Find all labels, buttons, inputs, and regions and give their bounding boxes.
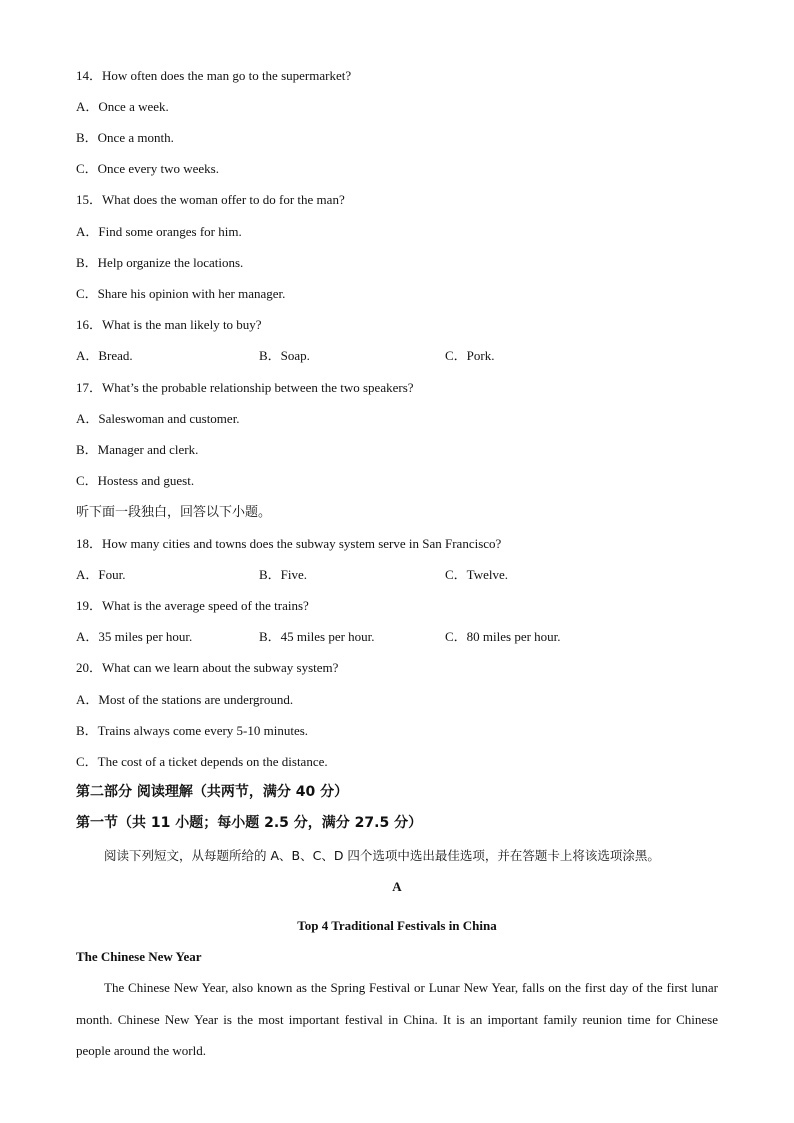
option-14-a: A．Once a week. bbox=[76, 99, 169, 114]
option-19-b: B．45 miles per hour. bbox=[259, 629, 375, 644]
option-16-b: B．Soap. bbox=[259, 348, 310, 363]
option-15-c: C．Share his opinion with her manager. bbox=[76, 286, 286, 301]
question-18: 18．How many cities and towns does the subway system serve in San Francisco? bbox=[76, 536, 502, 551]
option-17-b: B．Manager and clerk. bbox=[76, 442, 199, 457]
option-20-b: B．Trains always come every 5-10 minutes. bbox=[76, 723, 309, 738]
passage-title: Top 4 Traditional Festivals in China bbox=[297, 918, 497, 933]
option-18-b: B．Five. bbox=[259, 567, 308, 582]
option-14-c: C．Once every two weeks. bbox=[76, 161, 219, 176]
section1-heading: 第一节（共 11 小题；每小题 2.5 分，满分 27.5 分） bbox=[76, 815, 423, 831]
option-14-b: B．Once a month. bbox=[76, 130, 174, 145]
option-18-c: C．Twelve. bbox=[445, 567, 508, 582]
reading-instruction: 阅读下列短文，从每题所给的 A、B、C、D 四个选项中选出最佳选项，并在答题卡上将该选项涂黑。 bbox=[104, 848, 660, 863]
option-20-a: A．Most of the stations are underground. bbox=[76, 692, 294, 707]
option-19-a: A．35 miles per hour. bbox=[76, 629, 193, 644]
option-15-b: B．Help organize the locations. bbox=[76, 255, 244, 270]
question-15: 15．What does the woman offer to do for the man? bbox=[76, 192, 345, 207]
passage-paragraph: The Chinese New Year, also known as the Spring Festival or Lunar New Year, falls on the first day of the first lunar month. Chinese New Year is the most important festival in China. It is an important family reunion time for Chinese people around the world. bbox=[76, 980, 718, 1058]
question-19: 19．What is the average speed of the trains? bbox=[76, 598, 309, 613]
option-16-a: A．Bread. bbox=[76, 348, 133, 363]
question-17: 17．What’s the probable relationship between the two speakers? bbox=[76, 380, 414, 395]
option-19-c: C．80 miles per hour. bbox=[445, 629, 561, 644]
monologue-instruction: 听下面一段独白，回答以下小题。 bbox=[76, 505, 272, 520]
option-15-a: A．Find some oranges for him. bbox=[76, 224, 242, 239]
question-16: 16．What is the man likely to buy? bbox=[76, 317, 262, 332]
option-18-a: A．Four. bbox=[76, 567, 126, 582]
question-20: 20．What can we learn about the subway system? bbox=[76, 660, 339, 675]
question-14: 14．How often does the man go to the supermarket? bbox=[76, 68, 352, 83]
option-20-c: C．The cost of a ticket depends on the distance. bbox=[76, 754, 328, 769]
option-17-c: C．Hostess and guest. bbox=[76, 473, 195, 488]
section-subheading: The Chinese New Year bbox=[76, 949, 202, 964]
option-16-c: C．Pork. bbox=[445, 348, 495, 363]
part2-heading: 第二部分 阅读理解（共两节，满分 40 分） bbox=[76, 784, 349, 800]
passage-letter: A bbox=[392, 879, 402, 894]
option-17-a: A．Saleswoman and customer. bbox=[76, 411, 240, 426]
